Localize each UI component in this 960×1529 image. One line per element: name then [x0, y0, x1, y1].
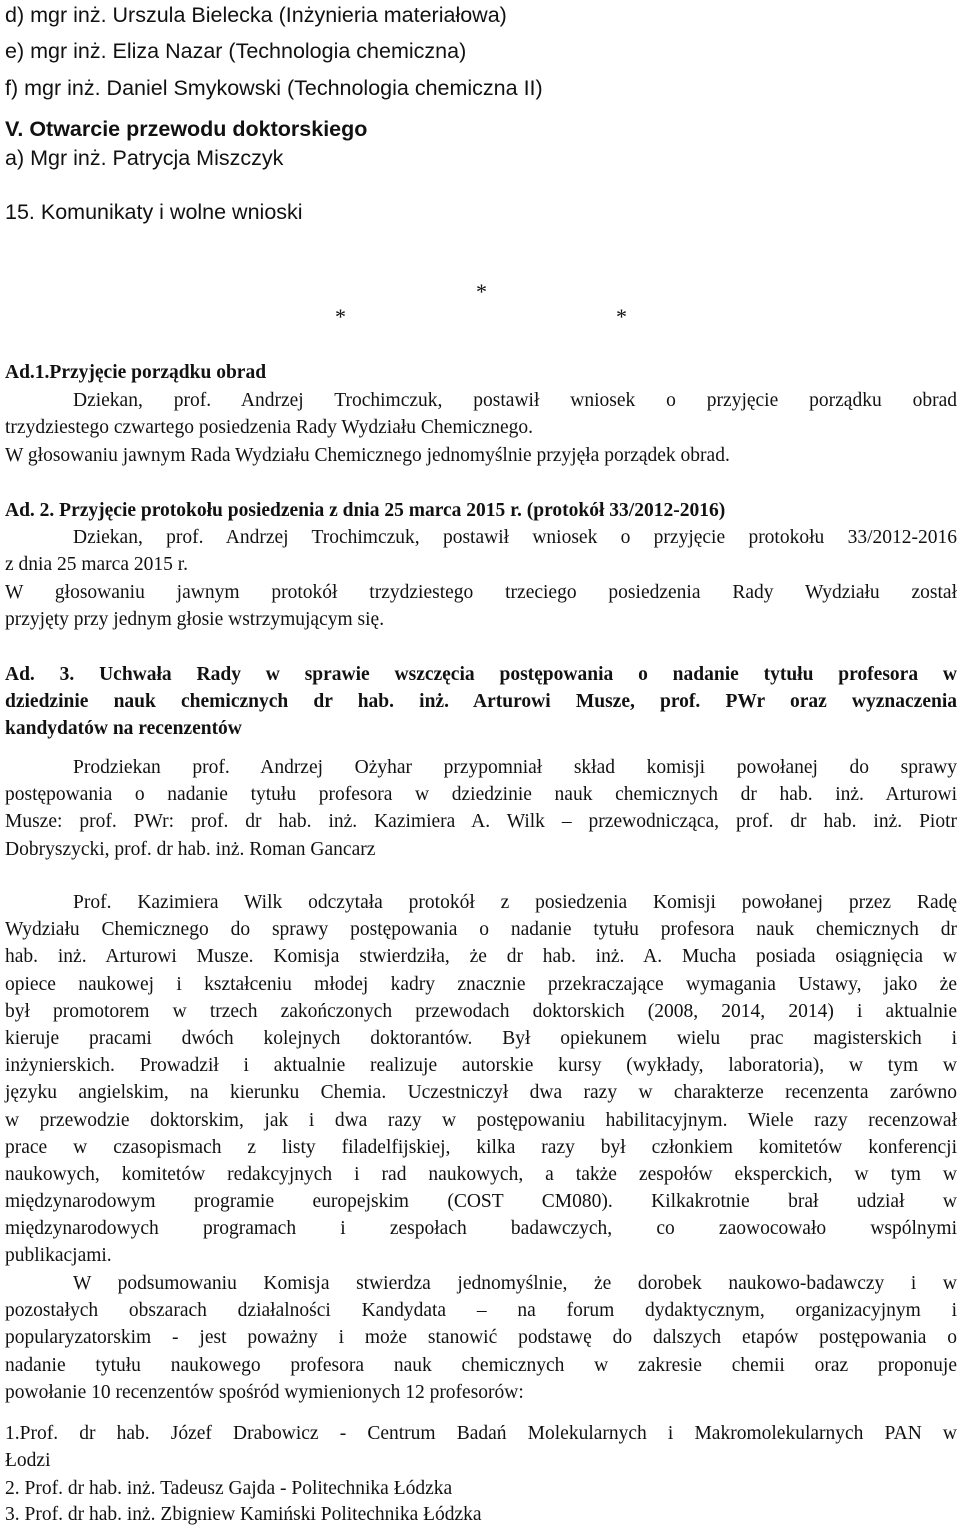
paragraph-line: opiece naukowej i kształceniu młodej kadry znacznie przekraczające wymagania Ustawy, jako że — [5, 973, 957, 995]
ad3-heading-line: dziedzinie nauk chemicznych dr hab. inż. Arturowi Musze, prof. PWr oraz wyznaczenia — [5, 691, 957, 712]
paragraph-line: Prodziekan prof. Andrzej Ożyhar przypomniał skład komisji powołanej do sprawy — [73, 757, 957, 778]
ad3-heading-line: kandydatów na recenzentów — [5, 718, 242, 739]
separator-star-left: * — [335, 304, 346, 329]
paragraph-line: publikacjami. — [5, 1245, 112, 1267]
ad2-vote-text: przyjęty przy jednym głosie wstrzymującym się. — [5, 609, 385, 630]
reviewer-list-item: 3. Prof. dr hab. inż. Zbigniew Kamiński Politechnika Łódzka — [5, 1504, 482, 1525]
paragraph-line: naukowych, komitetów redakcyjnych i rad naukowych, a także zespołów eksperckich, w tym w — [5, 1163, 957, 1185]
paragraph-line: inżynierskich. Prowadził i aktualnie realizuje autorskie kursy (wykłady, laboratoria), w tym w — [5, 1055, 957, 1077]
separator-star-top: * — [476, 279, 487, 304]
paragraph-line: postępowania o nadanie tytułu profesora w dziedzinie nauk chemicznych dr hab. inż. Arturowi — [5, 784, 957, 806]
ad2-text-line: z dnia 25 marca 2015 r. — [5, 554, 189, 575]
paragraph-line: w przewodzie doktorskim, jak i dwa razy w postępowaniu habilitacyjnym. Wiele razy recenzował — [5, 1109, 957, 1131]
list-item-f: f) mgr inż. Daniel Smykowski (Technologia chemiczna II) — [5, 76, 543, 100]
paragraph-line: powołanie 10 recenzentów spośród wymienionych 12 profesorów: — [5, 1381, 524, 1403]
section-v-heading: V. Otwarcie przewodu doktorskiego — [5, 117, 368, 141]
paragraph-line: języku angielskim, na kierunku Chemia. Uczestniczył dwa razy w charakterze recenzenta zarówno — [5, 1082, 957, 1104]
paragraph-line: W podsumowaniu Komisja stwierdza jednomyślnie, że dorobek naukowo-badawczy i w — [73, 1273, 957, 1294]
ad1-text-line: Dziekan, prof. Andrzej Trochimczuk, postawił wniosek o przyjęcie porządku obrad — [73, 390, 957, 411]
ad3-paragraph-report — [5, 889, 957, 1270]
reviewer-list-item: 2. Prof. dr hab. inż. Tadeusz Gajda - Politechnika Łódzka — [5, 1478, 453, 1499]
paragraph-line: Prof. Kazimiera Wilk odczytała protokół z posiedzenia Komisji powołanej przez Radę — [73, 892, 957, 913]
paragraph-line: nadanie tytułu naukowego profesora nauk chemicznych w zakresie chemii oraz proponuje — [5, 1354, 957, 1376]
ad3-heading-line: Ad. 3. Uchwała Rady w sprawie wszczęcia postępowania o nadanie tytułu profesora w — [5, 664, 957, 685]
ad2-text-line: Dziekan, prof. Andrzej Trochimczuk, postawił wniosek o przyjęcie protokołu 33/2012-2016 — [73, 527, 957, 548]
paragraph-line: międzynarodowym programie europejskim (COST CM080). Kilkakrotnie brał udział w — [5, 1191, 957, 1213]
paragraph-line: hab. inż. Arturowi Musze. Komisja stwierdziła, że dr hab. inż. A. Mucha posiada osiągnięcia w — [5, 946, 957, 968]
separator-star-right: * — [616, 304, 627, 329]
reviewer-list-item: Łodzi — [5, 1450, 51, 1471]
paragraph-line: Musze: prof. PWr: prof. dr hab. inż. Kazimiera A. Wilk – przewodnicząca, prof. dr hab. inż. Piotr — [5, 811, 957, 833]
ad1-text-line: trzydziestego czwartego posiedzenia Rady Wydziału Chemicznego. — [5, 417, 534, 438]
paragraph-line: pozostałych obszarach działalności Kandydata – na forum dydaktycznym, organizacyjnym i — [5, 1300, 957, 1322]
ad2-heading: Ad. 2. Przyjęcie protokołu posiedzenia z dnia 25 marca 2015 r. (protokół 33/2012-2016) — [5, 500, 726, 521]
ad2-vote-text: W głosowaniu jawnym protokół trzydziestego trzeciego posiedzenia Rady Wydziału został — [5, 582, 957, 603]
ad1-vote-text: W głosowaniu jawnym Rada Wydziału Chemicznego jednomyślnie przyjęła porządek obrad. — [5, 445, 730, 466]
agenda-item-15: 15. Komunikaty i wolne wnioski — [5, 200, 303, 224]
paragraph-line: prace w czasopismach z listy filadelfijskiej, kilka razy był członkiem komitetów konferencji — [5, 1136, 957, 1158]
ad3-paragraph-summary — [5, 1270, 957, 1406]
paragraph-line: popularyzatorskim - jest poważny i może stanowić podstawę do dalszych etapów postępowania o — [5, 1327, 957, 1349]
ad3-paragraph-committee — [5, 754, 957, 863]
list-item-va: a) Mgr inż. Patrycja Miszczyk — [5, 146, 284, 170]
paragraph-line: międzynarodowych programach i zespołach badawczych, co zaowocowało wspólnymi — [5, 1218, 957, 1240]
list-item-e: e) mgr inż. Eliza Nazar (Technologia chemiczna) — [5, 39, 467, 63]
ad1-heading: Ad.1.Przyjęcie porządku obrad — [5, 362, 267, 383]
paragraph-line: Dobryszycki, prof. dr hab. inż. Roman Gancarz — [5, 838, 376, 860]
list-item-d: d) mgr inż. Urszula Bielecka (Inżynieria materiałowa) — [5, 3, 507, 27]
paragraph-line: był promotorem w trzech zakończonych przewodach doktorskich (2008, 2014, 2014) i aktualnie — [5, 1000, 957, 1022]
paragraph-line: kieruje pracami dwóch kolejnych doktorantów. Był opiekunem wielu prac magisterskich i — [5, 1027, 957, 1049]
reviewer-list-item: 1.Prof. dr hab. Józef Drabowicz - Centrum Badań Molekularnych i Makromolekularnych PAN w — [5, 1423, 957, 1444]
paragraph-line: Wydziału Chemicznego do sprawy postępowania o nadanie tytułu profesora nauk chemicznych dr — [5, 919, 957, 941]
